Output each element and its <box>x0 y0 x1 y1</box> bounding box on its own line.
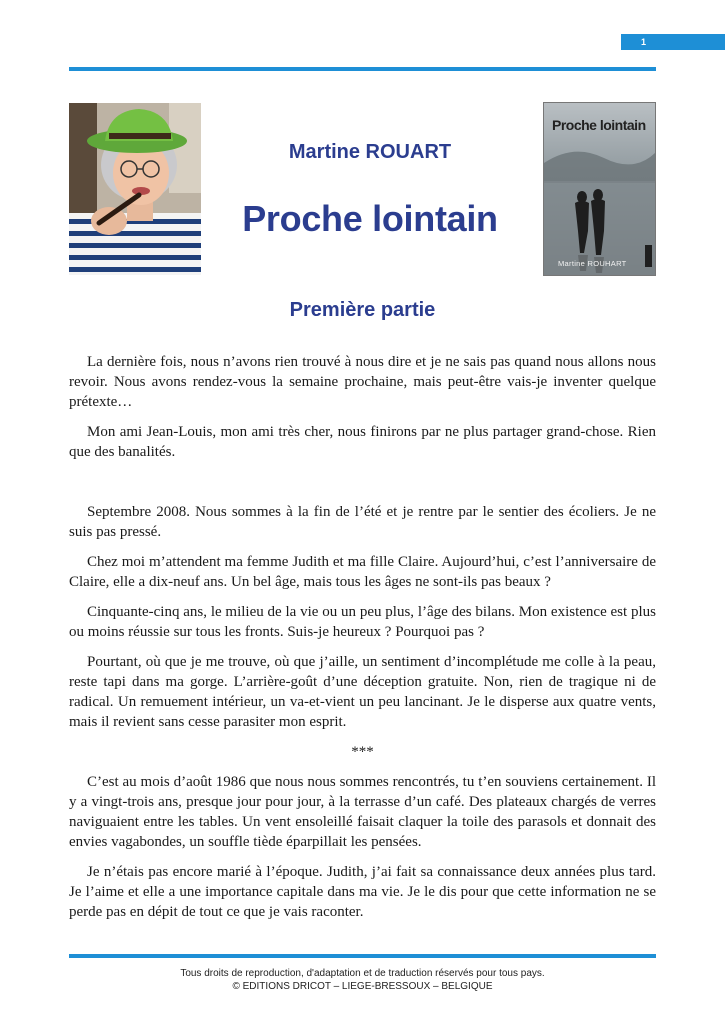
bottom-rule <box>69 954 656 958</box>
paragraph: Septembre 2008. Nous sommes à la fin de l’été et je rentre par le sentier des écoliers. Je ne suis pas pressé. <box>69 504 656 540</box>
cover-author: Martine ROUHART <box>558 259 627 268</box>
paragraph: Je n’étais pas encore marié à l’époque. Judith, j’ai fait sa connaissance deux années plus tard. Je l’aime et elle a une importance capitale dans ma vie. Je le dis pour que cette information ne se perde pas en dépit de tout ce que je vais raconter. <box>69 864 656 920</box>
author-photo <box>69 103 201 275</box>
page-number-badge: 1 <box>621 34 725 50</box>
paragraph: Cinquante-cinq ans, le milieu de la vie ou un peu plus, l’âge des bilans. Mon existence est plus ou moins réussie sur tous les fronts. Suis-je heureux ? Pourquoi pas ? <box>69 604 656 640</box>
paragraph: La dernière fois, nous n’avons rien trouvé à nous dire et je ne sais pas quand nous allons nous revoir. Nous avons rendez-vous la semaine prochaine, mais peut-être vais-je inventer quelque prétexte… <box>69 354 656 410</box>
footer-publisher: © EDITIONS DRICOT – LIEGE-BRESSOUX – BELGIQUE <box>232 981 493 992</box>
paragraph: Chez moi m’attendent ma femme Judith et ma fille Claire. Aujourd’hui, c’est l’anniversaire de Claire, elle a dix-neuf ans. Un bel âge, mais tous les âges ne sont-ils pas beaux ? <box>69 554 656 590</box>
body-text <box>69 352 656 932</box>
section-separator: *** <box>351 744 374 760</box>
footer-rights: Tous droits de reproduction, d'adaptation et de traduction réservés pour tous pays. <box>180 968 545 979</box>
book-cover <box>544 103 655 275</box>
author-name: Martine ROUART <box>288 141 452 163</box>
part-title: Première partie <box>289 299 436 321</box>
book-title: Proche lointain <box>242 198 498 239</box>
footer <box>69 967 656 993</box>
top-rule <box>69 67 656 71</box>
paragraph: Pourtant, où que je me trouve, où que j’aille, un sentiment d’incomplétude me colle à la peau, reste tapi dans ma gorge. L’arrière-goût d’une déception gratuite. Non, rien de tragique ni de radical. Un remuement intérieur, un va-et-vient un peu lancinant. Je le disperse aux quatre vents, mais il revient sans cesse parasiter mon esprit. <box>69 654 656 730</box>
cover-title: Proche lointain <box>552 117 646 133</box>
paragraph: C’est au mois d’août 1986 que nous nous sommes rencontrés, tu t’en souviens certainement. Il y a vingt-trois ans, presque jour pour jour, à la terrasse d’un café. Des plateaux chargés de verres naviguaient entre les tables. Un vent ensoleillé faisait claquer la toile des parasols et donnait des envies vagabondes, un souffle tiède éparpillait les pensées. <box>69 774 656 850</box>
paragraph: Mon ami Jean-Louis, mon ami très cher, nous finirons par ne plus partager grand-chose. Rien que des banalités. <box>69 424 656 460</box>
